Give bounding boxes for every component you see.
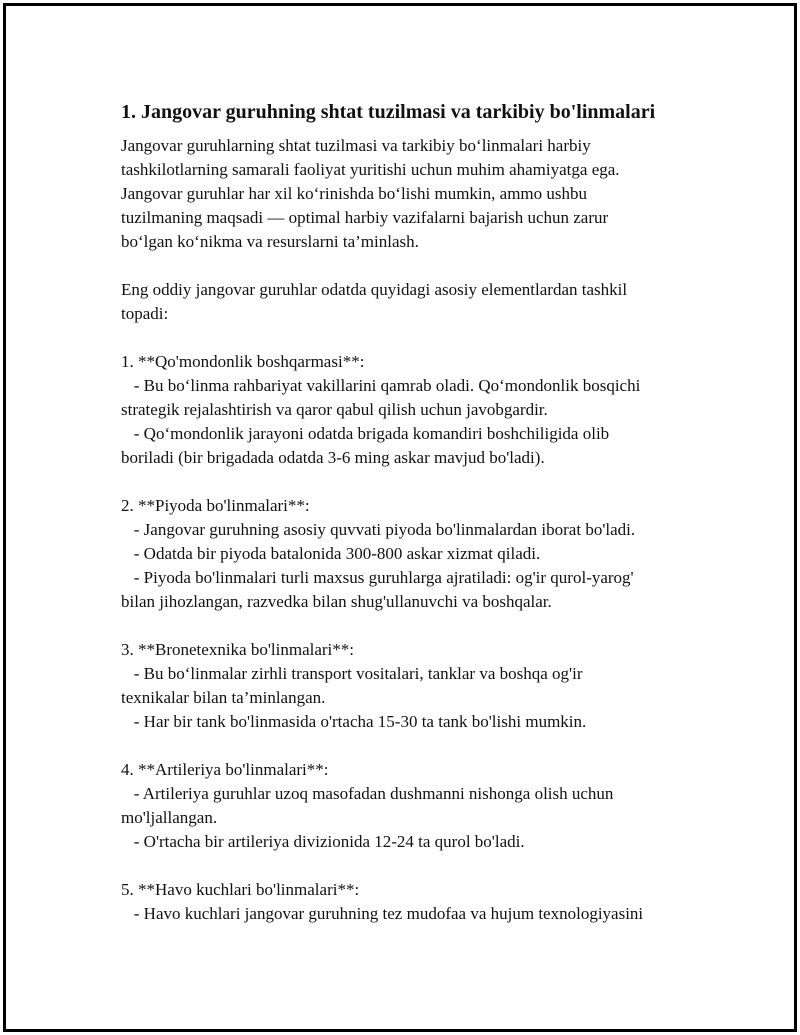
section-armor: 3. **Bronetexnika bo'linmalari**: - Bu bo‘linmalar zirhli transport vositalari, tanklar va boshqa og'ir texnikalar bilan ta’minlangan. - Har bir tank bo'linmasida o'rtacha 15-30 ta tank bo'lishi mumkin. bbox=[121, 640, 587, 731]
section-artillery: 4. **Artileriya bo'linmalari**: - Artileriya guruhlar uzoq masofadan dushmanni nishonga olish uchun mo'ljallangan. - O'rtacha bir artileriya divizionida 12-24 ta qurol bo'ladi. bbox=[121, 760, 614, 851]
paragraph-gap bbox=[121, 254, 701, 278]
section-air-force: 5. **Havo kuchlari bo'linmalari**: - Havo kuchlari jangovar guruhning tez mudofaa va hujum texnologiyasini bbox=[121, 880, 644, 923]
page-frame bbox=[3, 3, 797, 1032]
elements-intro-paragraph: Eng oddiy jangovar guruhlar odatda quyidagi asosiy elementlardan tashkil topadi: bbox=[121, 280, 628, 323]
intro-paragraph: Jangovar guruhlarning shtat tuzilmasi va tarkibiy bo‘linmalari harbiy tashkilotlarning samarali faoliyat yuritishi uchun muhim ahamiyatga ega. Jangovar guruhlar har xil ko‘rinishda bo‘lishi mumkin, ammo ushbu tuzilmaning maqsadi — optimal harbiy vazifalarni bajarish uchun zarur bo‘lgan ko‘nikma va resurslarni ta’minlash. bbox=[121, 136, 620, 251]
paragraph-gap bbox=[121, 614, 701, 638]
document-body bbox=[121, 98, 701, 926]
paragraph-gap bbox=[121, 734, 701, 758]
page-title: 1. Jangovar guruhning shtat tuzilmasi va tarkibiy bo'linmalari bbox=[121, 101, 656, 123]
paragraph-gap bbox=[121, 470, 701, 494]
section-command: 1. **Qo'mondonlik boshqarmasi**: - Bu bo‘linma rahbariyat vakillarini qamrab oladi. Qo‘mondonlik bosqichi strategik rejalashtirish va qaror qabul qilish uchun javobgardir. - Qo‘mondonlik jarayoni odatda brigada komandiri boshchiligida olib boriladi (bir brigadada odatda 3-6 ming askar mavjud bo'ladi). bbox=[121, 352, 641, 467]
section-infantry: 2. **Piyoda bo'linmalari**: - Jangovar guruhning asosiy quvvati piyoda bo'linmalardan iborat bo'ladi. - Odatda bir piyoda batalonida 300-800 askar xizmat qiladi. - Piyoda bo'linmalari turli maxsus guruhlarga ajratiladi: og'ir qurol-yarog' bilan jihozlangan, razvedka bilan shug'ullanuvchi va boshqalar. bbox=[121, 496, 636, 611]
paragraph-gap bbox=[121, 326, 701, 350]
paragraph-gap bbox=[121, 854, 701, 878]
